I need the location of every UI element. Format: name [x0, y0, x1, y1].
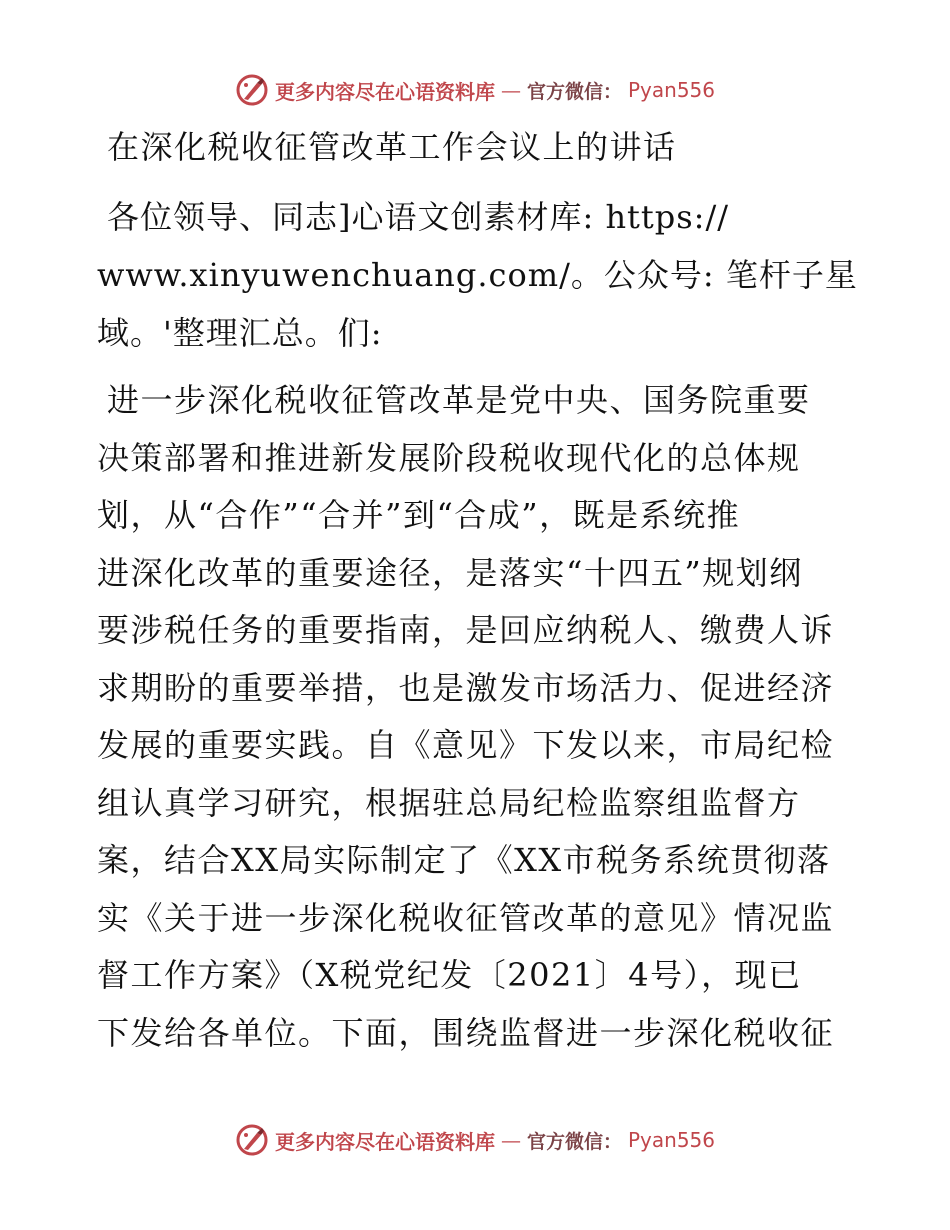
salutation-line: 域。'整理汇总。们:	[97, 314, 383, 352]
header-banner	[0, 70, 950, 110]
banner-wechat-id: Pyan556	[628, 1128, 716, 1152]
salutation	[97, 188, 858, 362]
paragraph-line: 要涉税任务的重要指南，是回应纳税人、缴费人诉	[97, 611, 835, 649]
paragraph-line: 组认真学习研究，根据驻总局纪检监察组监督方	[97, 783, 801, 822]
salutation-line: 各位领导、同志]心语文创素材库: https://	[107, 198, 730, 236]
body-paragraph	[97, 372, 853, 1062]
banner-separator: —	[500, 1128, 521, 1152]
paragraph-line: 发展的重要实践。自《意见》下发以来，市局纪检	[97, 726, 835, 764]
banner-wechat-label: 官方微信：	[526, 1130, 622, 1153]
banner-text: 更多内容尽在心语资料库	[274, 79, 495, 104]
paragraph-line: 进一步深化税收征管改革是党中央、国务院重要	[107, 381, 811, 419]
banner-wechat-label: 官方微信：	[526, 80, 622, 103]
paragraph-line: 案，结合XX局实际制定了《XX市税务系统贯彻落	[97, 841, 831, 879]
document-title: 在深化税收征管改革工作会议上的讲话	[107, 128, 677, 166]
paragraph-line: 划，从“合作”“合并”到“合成”，既是系统推	[97, 496, 741, 534]
paragraph-line: 实《关于进一步深化税收征管改革的意见》情况监	[97, 898, 835, 937]
document-body	[97, 120, 858, 1062]
paragraph-line: 决策部署和推进新发展阶段税收现代化的总体规	[97, 438, 801, 477]
salutation-line: www.xinyuwenchuang.com/。公众号: 笔杆子星	[97, 256, 858, 294]
paragraph-line: 求期盼的重要举措，也是激发市场活力、促进经济	[97, 668, 835, 707]
footer-banner	[0, 1120, 950, 1160]
paragraph-line: 进深化改革的重要途径，是落实“十四五”规划纲	[97, 553, 803, 592]
quill-pen-logo-icon	[235, 73, 269, 107]
banner-wechat-id: Pyan556	[628, 78, 716, 102]
quill-pen-logo-icon	[235, 1123, 269, 1157]
banner-separator: —	[500, 78, 521, 102]
banner-text: 更多内容尽在心语资料库	[274, 1129, 495, 1154]
paragraph-line: 下发给各单位。下面，围绕监督进一步深化税收征	[97, 1013, 835, 1052]
paragraph-line: 督工作方案》（X税党纪发〔2021〕4号），现已	[97, 956, 802, 994]
